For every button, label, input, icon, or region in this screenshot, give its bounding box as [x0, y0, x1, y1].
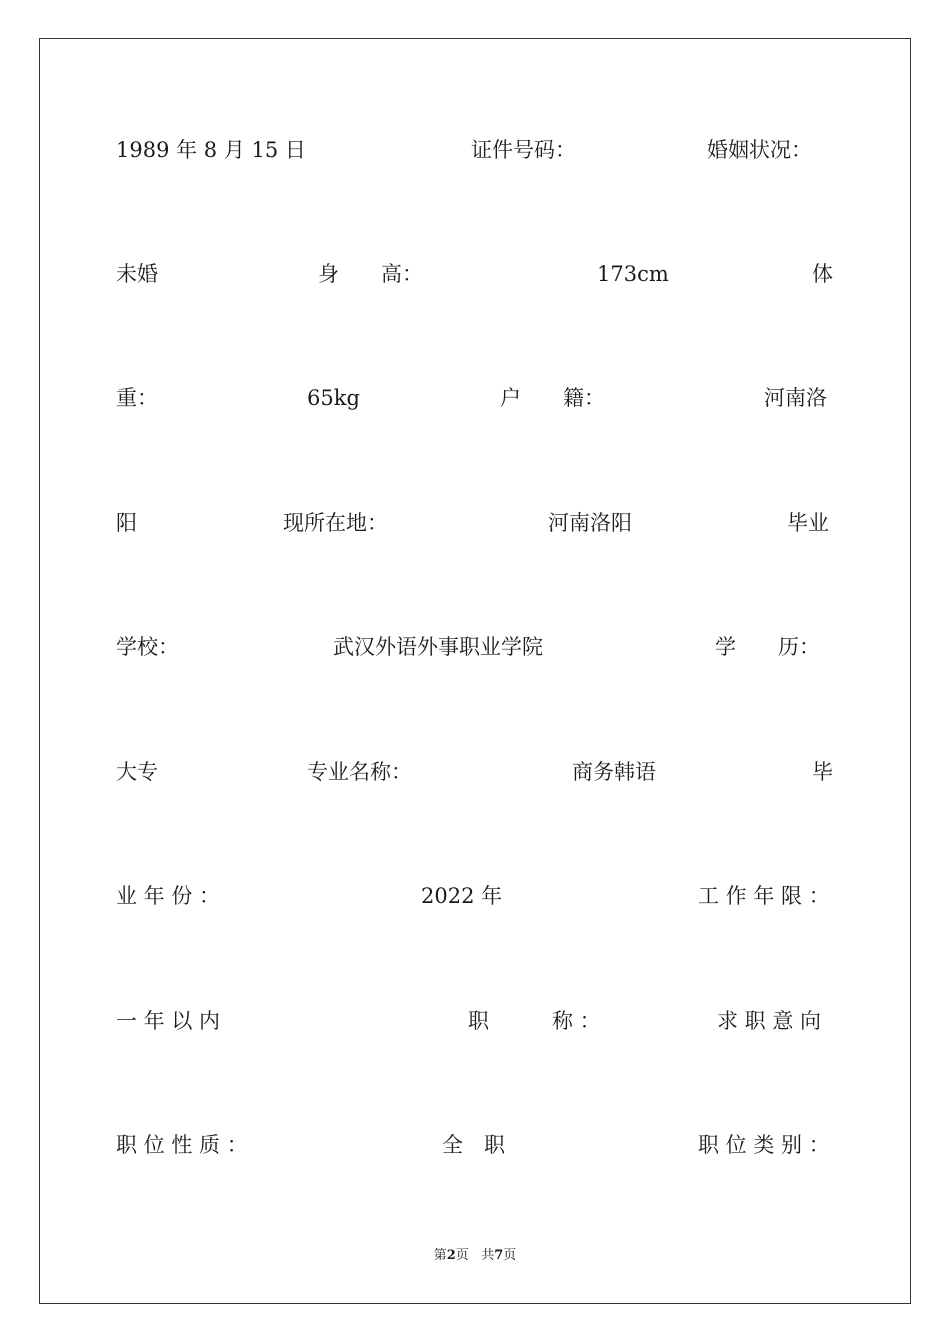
form-line-6: [0, 760, 950, 800]
graduation-year-label-start: 毕: [812, 760, 833, 784]
work-years-label: 工 作 年 限 ：: [698, 884, 830, 908]
job-nature-value: 全 职: [442, 1133, 505, 1157]
id-number-label: 证件号码：: [471, 138, 576, 162]
hometown-value-end: 阳: [116, 511, 137, 535]
footer-total-prefix: 共: [481, 1248, 495, 1263]
footer-total-pages: 7: [494, 1248, 504, 1263]
footer-total-unit: 页: [503, 1248, 517, 1263]
page-footer: [0, 1248, 950, 1264]
current-location-label: 现所在地：: [283, 511, 388, 535]
form-line-4: [0, 511, 950, 551]
education-value: 大专: [116, 760, 158, 784]
footer-page-number: 2: [446, 1248, 456, 1263]
graduation-year-label-end: 业 年 份 ：: [116, 884, 221, 908]
school-label-end: 学校：: [116, 635, 179, 659]
height-label: 身 高：: [318, 262, 423, 286]
height-value: 173cm: [597, 262, 669, 286]
job-category-label: 职 位 类 别 ：: [698, 1133, 830, 1157]
major-label: 专业名称：: [307, 760, 412, 784]
marital-status-value: 未婚: [116, 262, 158, 286]
form-line-3: [0, 386, 950, 426]
work-years-value: 一 年 以 内: [116, 1009, 221, 1033]
weight-label-end: 重：: [116, 386, 158, 410]
weight-label-start: 体: [812, 262, 833, 286]
form-line-5: [0, 635, 950, 675]
footer-page-unit: 页: [455, 1248, 469, 1263]
form-line-8: [0, 1009, 950, 1049]
major-value: 商务韩语: [572, 760, 656, 784]
school-value: 武汉外语外事职业学院: [333, 635, 543, 659]
form-line-1: [0, 138, 950, 178]
title-label: 职 称 ：: [468, 1009, 601, 1033]
marital-status-label: 婚姻状况：: [707, 138, 812, 162]
form-line-7: [0, 884, 950, 924]
birth-date-value: 1989 年 8 月 15 日: [116, 138, 306, 162]
form-line-9: [0, 1133, 950, 1173]
job-nature-label: 职 位 性 质 ：: [116, 1133, 248, 1157]
current-location-value: 河南洛阳: [548, 511, 632, 535]
job-intention-label: 求 职 意 向: [717, 1009, 822, 1033]
weight-value: 65kg: [307, 386, 360, 410]
hometown-value-start: 河南洛: [764, 386, 827, 410]
footer-prefix: 第: [433, 1248, 447, 1263]
school-label-start: 毕业: [787, 511, 829, 535]
graduation-year-value: 2022 年: [421, 884, 503, 908]
education-label: 学 历：: [715, 635, 820, 659]
form-line-2: [0, 262, 950, 302]
hometown-label: 户 籍：: [500, 386, 605, 410]
